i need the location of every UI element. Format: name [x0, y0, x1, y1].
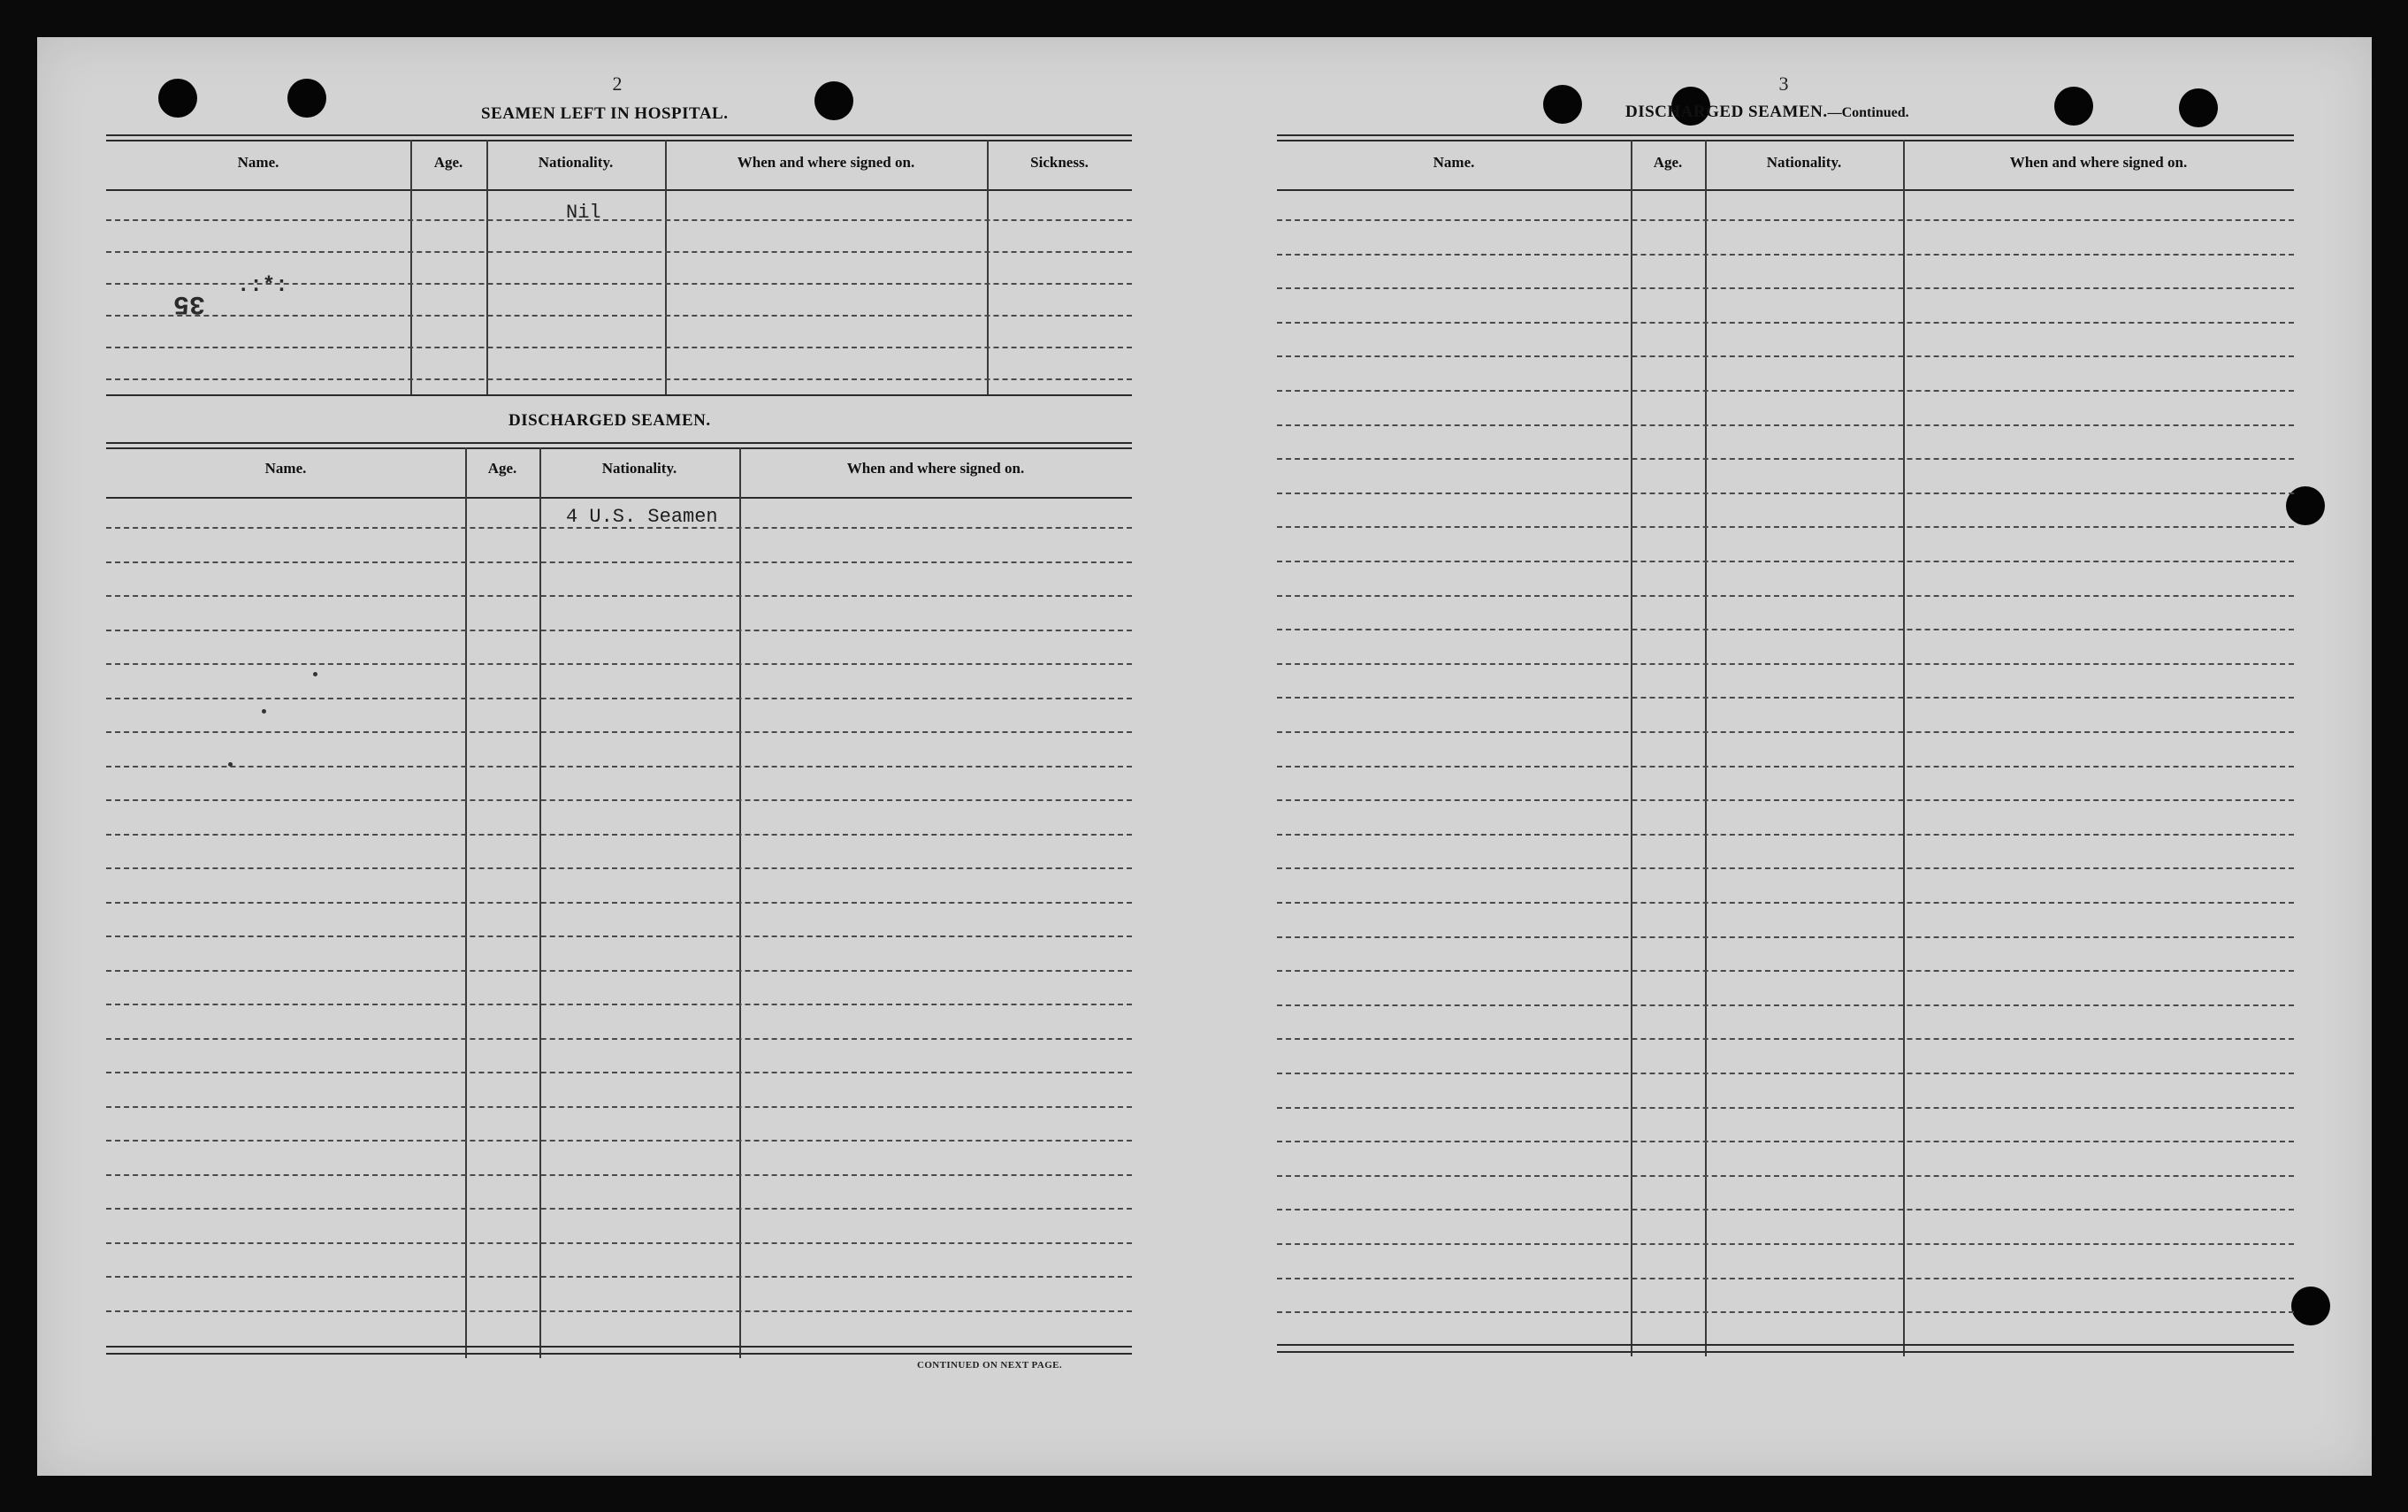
ruled-line: [106, 630, 1132, 631]
ruled-line: [106, 731, 1132, 733]
ruled-line: [1277, 1278, 2294, 1279]
ruled-line: [1277, 561, 2294, 562]
ruled-line: [106, 527, 1132, 529]
hospital-header-age: Age.: [433, 154, 463, 171]
ruled-line: [1277, 1209, 2294, 1210]
ruled-line: [106, 1140, 1132, 1142]
ruled-line: [1277, 219, 2294, 221]
ruled-line: [106, 663, 1132, 665]
stamp-mark-secondary: .:*:: [237, 274, 288, 298]
discharged-table-left: [106, 442, 1132, 1362]
ruled-line: [1277, 287, 2294, 289]
ruled-line: [1277, 390, 2294, 392]
hospital-table: [106, 134, 1132, 398]
ruled-line: [106, 935, 1132, 937]
ruled-line: [1277, 355, 2294, 357]
punch-hole-right-6: [2291, 1287, 2330, 1325]
punch-hole-left-1: [158, 79, 197, 118]
ruled-line: [1277, 834, 2294, 836]
discharged-header-name: Name.: [264, 460, 307, 477]
hospital-header-nationality: Nationality.: [538, 154, 614, 171]
discharged-nationality-entry: 4 U.S. Seamen: [566, 506, 718, 528]
ruled-line: [1277, 663, 2294, 665]
ruled-line: [1277, 1311, 2294, 1313]
ruled-line: [106, 1276, 1132, 1278]
ruled-line: [1277, 867, 2294, 869]
ruled-line: [106, 1242, 1132, 1244]
hospital-header-name: Name.: [237, 154, 279, 171]
ruled-line: [1277, 1004, 2294, 1006]
discharged-header-age: Age.: [487, 460, 517, 477]
ruled-line: [1277, 731, 2294, 733]
continued-note: CONTINUED ON NEXT PAGE.: [917, 1360, 1063, 1371]
ruled-line: [1277, 1175, 2294, 1177]
ruled-line: [1277, 322, 2294, 324]
ruled-line: [1277, 1073, 2294, 1074]
right-page-title: DISCHARGED SEAMEN.—Continued.: [1625, 103, 1909, 121]
hospital-nationality-entry: Nil: [566, 202, 601, 224]
ruled-line: [106, 561, 1132, 563]
right-page-number: 3: [1778, 73, 1789, 95]
ink-speck: [262, 709, 266, 714]
ruled-line: [106, 834, 1132, 836]
ruled-line: [106, 970, 1132, 972]
ruled-line: [106, 1106, 1132, 1108]
punch-hole-right-3: [2054, 87, 2093, 126]
ruled-line: [1277, 1141, 2294, 1142]
left-page-number: 2: [612, 73, 623, 95]
hospital-header-sickness: Sickness.: [1030, 154, 1089, 171]
ruled-line: [106, 595, 1132, 597]
punch-hole-left-2: [287, 79, 326, 118]
ruled-line: [1277, 936, 2294, 938]
punch-hole-right-4: [2179, 88, 2218, 127]
ruled-line: [1277, 766, 2294, 767]
ruled-line: [106, 1174, 1132, 1176]
ruled-line: [106, 698, 1132, 699]
ink-speck: [313, 672, 317, 676]
ruled-line: [106, 1208, 1132, 1210]
ruled-line: [1277, 254, 2294, 256]
ruled-line: [1277, 595, 2294, 597]
discharged-header-signed-on: When and where signed on.: [846, 460, 1025, 477]
ruled-line: [1277, 629, 2294, 630]
right-header-age: Age.: [1653, 154, 1683, 171]
ruled-line: [1277, 526, 2294, 528]
ruled-line: [106, 902, 1132, 904]
ruled-line: [106, 799, 1132, 801]
ruled-line: [1277, 697, 2294, 699]
right-header-name: Name.: [1433, 154, 1475, 171]
discharged-header-nationality: Nationality.: [601, 460, 677, 477]
ruled-line: [106, 766, 1132, 767]
ruled-line: [1277, 458, 2294, 460]
right-header-signed-on: When and where signed on.: [2009, 154, 2188, 171]
discharged-table-right: [1277, 134, 2294, 1358]
ruled-line: [106, 1038, 1132, 1040]
ruled-line: [106, 867, 1132, 869]
ruled-line: [1277, 799, 2294, 801]
punch-hole-left-3: [814, 81, 853, 120]
ruled-line: [1277, 424, 2294, 426]
ruled-line: [106, 1310, 1132, 1312]
stamp-mark: 35: [173, 288, 206, 318]
ruled-line: [1277, 1107, 2294, 1109]
ruled-line: [1277, 970, 2294, 972]
ink-speck: [228, 762, 233, 767]
ruled-line: [1277, 902, 2294, 904]
punch-hole-right-1: [1543, 85, 1582, 124]
ruled-line: [1277, 493, 2294, 494]
ruled-line: [1277, 1243, 2294, 1245]
right-header-nationality: Nationality.: [1766, 154, 1842, 171]
ruled-line: [106, 1004, 1132, 1005]
hospital-header-signed-on: When and where signed on.: [737, 154, 915, 171]
discharged-section-title: DISCHARGED SEAMEN.: [508, 411, 711, 430]
hospital-section-title: SEAMEN LEFT IN HOSPITAL.: [481, 104, 729, 123]
ruled-line: [1277, 1038, 2294, 1040]
ruled-line: [106, 1072, 1132, 1073]
